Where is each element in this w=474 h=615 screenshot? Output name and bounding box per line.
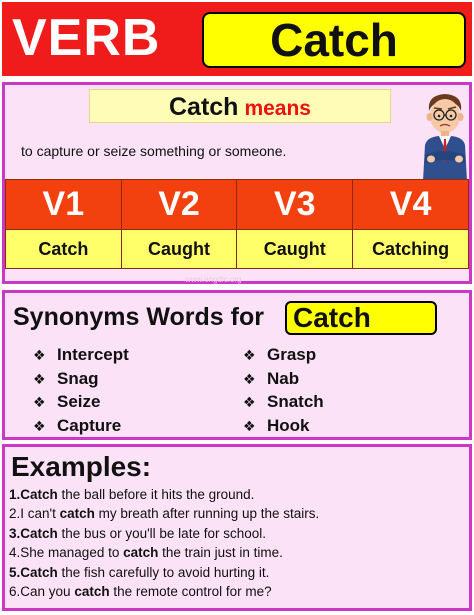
example-post: the remote control for me? [109,583,272,599]
watermark: www.engdic.org [185,275,242,284]
example-sentence [9,543,319,562]
verb-title: VERB [12,9,161,67]
teacher-illustration [417,89,473,181]
diamond-bullet-icon: ❖ [243,394,256,410]
synonym-text: Seize [57,392,101,411]
example-number: 2. [9,506,21,522]
example-keyword: catch [59,506,95,522]
list-item [33,367,129,391]
example-number: 3. [9,525,21,541]
form-value-v3: Caught [237,230,353,269]
list-item [33,343,129,367]
example-post: my breath after running up the stairs. [94,506,320,522]
list-item [243,414,324,438]
form-header-v2: V2 [121,180,237,230]
example-pre: She managed to [20,545,124,561]
list-item [33,414,129,438]
example-post: the ball before it hits the ground. [57,487,255,502]
examples-list [9,485,319,601]
example-post: the fish carefully to avoid hurting it. [57,564,270,580]
list-item [243,390,324,414]
example-sentence [9,582,319,601]
forms-value-row [6,230,469,269]
example-post: the bus or you'll be late for school. [57,525,266,541]
diamond-bullet-icon: ❖ [243,417,256,434]
example-sentence [9,524,319,543]
diamond-bullet-icon: ❖ [33,417,46,434]
form-value-v1: Catch [6,230,122,269]
form-header-v1: V1 [6,180,122,230]
list-item [33,390,129,414]
diamond-bullet-icon: ❖ [33,394,46,410]
synonym-text: Intercept [57,345,129,364]
example-sentence [9,504,319,523]
diamond-bullet-icon: ❖ [33,370,46,387]
example-number: 1. [9,487,21,502]
synonym-text: Hook [267,415,310,435]
example-keyword: Catch [20,525,58,541]
example-keyword: Catch [20,487,58,502]
meaning-panel [2,82,472,284]
means-label: means [244,97,311,120]
example-number: 6. [9,583,21,599]
synonyms-title: Synonyms Words for [13,303,264,331]
example-pre: I can't [20,506,60,522]
synonym-text: Snatch [267,392,324,411]
list-item [243,367,324,391]
list-item [243,343,324,367]
example-keyword: catch [123,545,159,561]
examples-panel [2,444,472,611]
synonym-text: Capture [57,415,122,435]
example-post: the train just in time. [158,545,283,561]
definition-text: to capture or seize something or someone. [21,143,287,159]
examples-title: Examples: [11,451,152,482]
example-keyword: catch [74,583,110,599]
example-sentence [9,563,319,582]
synonyms-right-column [243,343,324,437]
form-header-v3: V3 [237,180,353,230]
forms-header-row [6,180,469,230]
diamond-bullet-icon: ❖ [243,370,256,387]
form-header-v4: V4 [353,180,469,230]
example-keyword: Catch [20,564,58,580]
synonyms-left-column [33,343,129,437]
example-number: 5. [9,564,21,580]
synonym-text: Nab [267,368,300,388]
verb-forms-table [5,179,469,269]
synonym-text: Grasp [267,345,317,364]
example-sentence [9,485,319,504]
diamond-bullet-icon: ❖ [243,347,256,363]
example-pre: Can you [20,583,75,599]
verb-word: Catch [202,12,466,68]
example-number: 4. [9,545,21,561]
synonyms-panel [2,290,472,440]
form-value-v2: Caught [121,230,237,269]
means-heading [89,89,391,123]
diamond-bullet-icon: ❖ [33,347,46,363]
form-value-v4: Catching [353,230,469,269]
synonym-text: Snag [57,368,99,388]
header-banner [2,2,472,76]
synonyms-word: Catch [285,301,437,335]
means-word: Catch [168,93,239,121]
